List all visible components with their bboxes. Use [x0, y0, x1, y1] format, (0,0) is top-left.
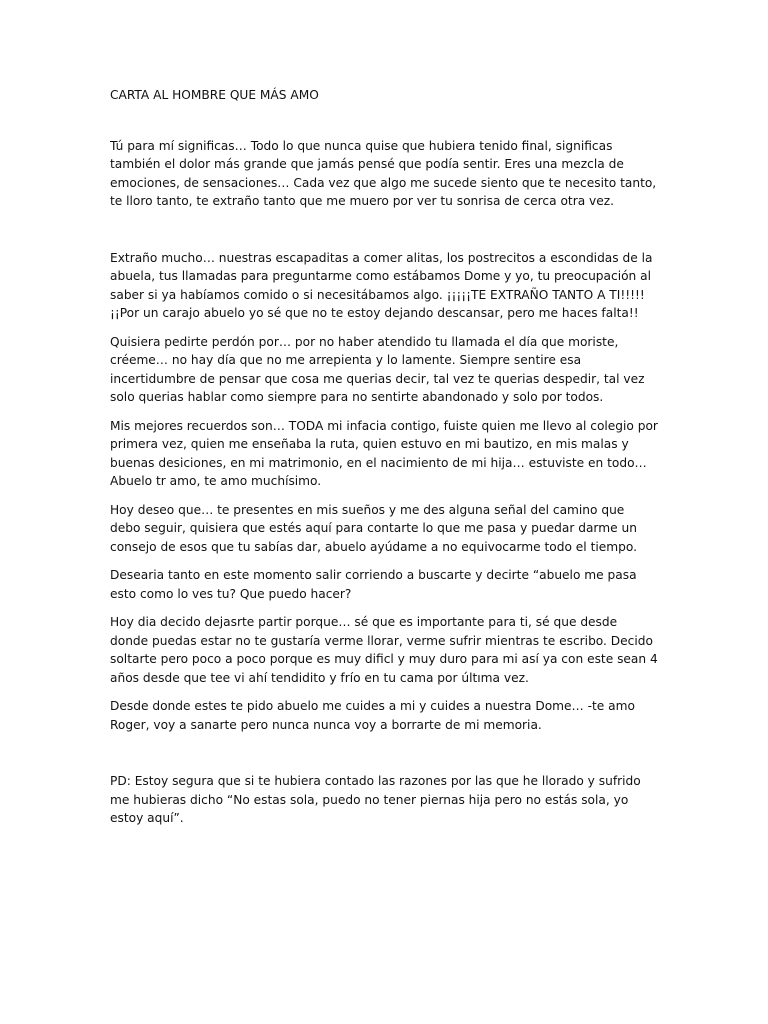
paragraph-extrano: Extraño mucho… nuestras escapaditas a comer alitas, los postrecitos a escondidas de la abuela, tus llamadas para preguntarme como estábamos Dome y yo, tu preocupación al saber si ya habíamos comido o si necesitábamos algo. ¡¡¡¡¡TE EXTRAÑO TANTO A TI!!!!! ¡¡Por un carajo abuelo yo sé que no te estoy dejando descansar, pero me haces falta!! — [110, 250, 653, 320]
paragraph-dejarte-partir: Hoy dia decido dejasrte partir porque… sé que es importante para ti, sé que desde donde puedas estar no te gustaría verme llorar, verme sufrir mientras te escribo. Decido soltarte pero poco a poco porque es muy dificl y muy duro para mi así ya con este sean 4 años desde que tee vi ahí tendidito y frío en tu cama por últıma vez. — [110, 615, 658, 685]
paragraph-significas: Tú para mí significas… Todo lo que nunca quise que hubiera tenido final, significas también el dolor más grande que jamás pensé que podía sentir. Eres una mezcla de emociones, de sensaciones… Cada vez que algo me sucede siento que te necesito tanto, te lloro tanto, te extraño tanto que me muero por ver tu sonrisa de cerca otra vez. — [110, 138, 657, 208]
paragraph-cuides: Desde donde estes te pido abuelo me cuides a mi y cuides a nuestra Dome… -te amo Roger, voy a sanarte pero nunca nunca voy a borrarte de mi memoria. — [110, 699, 635, 732]
paragraph-postdata: PD: Estoy segura que si te hubiera contado las razones por las que he llorado y sufrido me hubieras dicho “No estas sola, puedo no tener piernas hija pero no estás sola, yo estoy aquí”. — [110, 774, 641, 825]
letter-page — [110, 86, 658, 838]
paragraph-recuerdos: Mis mejores recuerdos son… TODA mi infacia contigo, fuiste quien me llevo al colegio por primera vez, quien me enseñaba la ruta, quien estuvo en mi bautizo, en mis malas y buenas desiciones, en mi matrimonio, en el nacimiento de mi hija… estuviste en todo… Abuelo tr amo, te amo muchísimo. — [110, 418, 658, 488]
paragraph-deseo: Hoy deseo que… te presentes en mis sueños y me des alguna señal del camino que debo seguir, quisiera que estés aquí para contarte lo que me pasa y puedar darme un consejo de esos que tu sabías dar, abuelo ayúdame a no equivocarme todo el tiempo. — [110, 502, 637, 554]
paragraph-desearia: Desearia tanto en este momento salir corriendo a buscarte y decirte “abuelo me pasa esto como lo ves tu? Que puedo hacer? — [110, 568, 637, 601]
paragraph-perdon: Quisiera pedirte perdón por… por no haber atendido tu llamada el día que moriste, créeme… no hay día que no me arrepienta y lo lamente. Siempre sentire esa incertidumbre de pensar que cosa me querias decir, tal vez te querias despedir, tal vez solo querias hablar como siempre para no sentirte abandonado y solo por todos. — [110, 334, 645, 404]
letter-title: CARTA AL HOMBRE QUE MÁS AMO — [110, 88, 319, 102]
